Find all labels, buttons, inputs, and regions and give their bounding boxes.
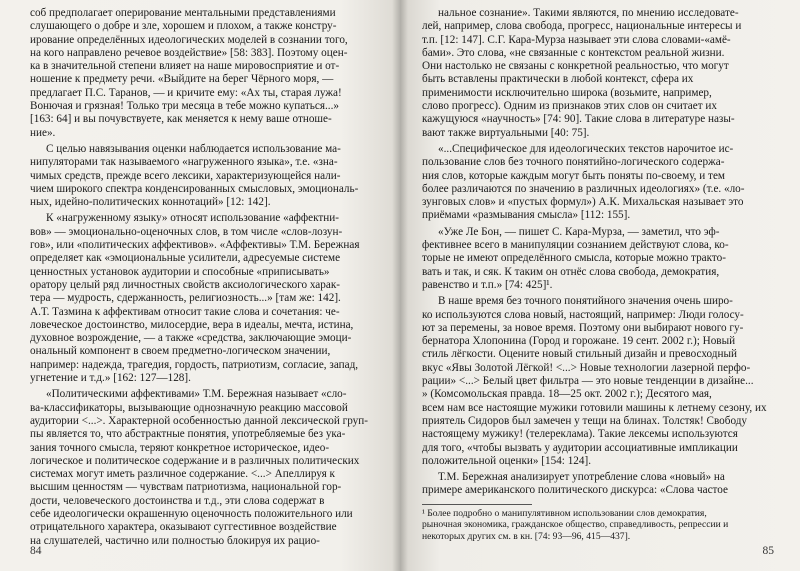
text-line: » (Комсомольская правда. 18—25 окт. 2002 г.); Десятого мая, (422, 388, 712, 401)
paragraph (422, 471, 776, 498)
text-line: на кого направлено речевое воздействие» [58: 383]. Поэтому оцен- (30, 46, 348, 59)
paragraph (30, 7, 370, 140)
text-line: вать и так, и сяк. К таким он отнёс слова свобода, демократия, (422, 265, 720, 278)
text-line: логическое и политическое содержание и в различных политических (30, 454, 360, 467)
text-line: слушающего о добре и зле, хорошем и плохом, а также констру- (30, 20, 337, 33)
text-line: кажущуюся «научность» [74: 90]. Такие слова в литературе назы- (422, 113, 735, 126)
text-line: ирование определённых идеологических моделей в сознании того, (30, 33, 348, 46)
text-line: К «нагруженному языку» относят использование «аффектни- (46, 212, 339, 225)
text-line: духовное возрождение, — а также «средства, заключающие эмоци- (30, 332, 352, 345)
text-line: оратору целый ряд личностных свойств аксиологического харак- (30, 278, 340, 291)
text-line: быть вставлены практически в любой контекст, сфера их (422, 73, 694, 86)
text-line: примере американского политического дискурса: «Слова частое (422, 484, 728, 497)
text-line: ональный компонент в своем предметно-логическом значении, (30, 345, 331, 358)
text-line: бернатора Хлопонина (Город и горожане. 19 сент. 2002 г.); Новый (422, 335, 736, 348)
text-line: рации» <...> Белый цвет фильтра — это новые тенденции в дизайне... (422, 375, 754, 388)
text-line: приёмами «размывания смысла» [112: 155]. (422, 209, 631, 222)
text-line: применимости исключительно широка (возьмите, например, (422, 86, 712, 99)
right-page (400, 0, 800, 571)
text-line: себе идеологически окрашенную оценочность положительного или (30, 507, 353, 520)
text-line: вкус «Явы Золотой Лёгкой! <...> Новые технологии лазерной перфо- (422, 361, 751, 374)
text-line: ние». (30, 126, 56, 139)
text-line: т.п. [12: 147]. С.Г. Кара-Мурза называет эти слова словами-«амё- (422, 33, 731, 46)
text-line: слово прогресс). Одним из признаков этих слов он считает их (422, 100, 717, 113)
footnote-rule (422, 504, 532, 505)
footnote-line: рыночная экономика, гражданское общество, справедливость, репрессии и (422, 519, 729, 531)
text-line: ют за перемены, за новое время. Поэтому они выбирают нового гу- (422, 321, 744, 334)
text-line: [163: 64] и вы почувствуете, как меняется к нему ваше отноше- (30, 113, 332, 126)
footnote-line: некоторых других см. в кн. [74: 93—96, 415—437]. (422, 530, 631, 542)
text-line: чием широкого спектра конденсированных смысловых, эмоциональ- (30, 182, 359, 195)
text-line: на слушателей, частично или полностью блокируя их рацио- (30, 534, 320, 547)
text-line: Вонючая и грязная! Только три месяца в тебе можно купаться...» (30, 100, 339, 113)
text-line: положительной оценки» [154: 124]. (422, 454, 592, 467)
text-line: приятель Сидоров был замечен у тещи на блинах. Толстяк! Свободу (422, 414, 748, 427)
text-line: дости, человеческого достоинства и т.д., эти слова содержат в (30, 494, 325, 507)
text-line: угнетение и т.д.» [162: 127—128]. (30, 372, 191, 385)
text-line: вают также виртуальными [40: 75]. (422, 126, 590, 139)
text-line: гов», или «политических аффективов». «Аффективы» Т.М. Бережная (30, 239, 360, 252)
text-line: торые не имеют определённого смысла, которые можно тракто- (422, 252, 726, 265)
text-line: стиль лёгкости. Оцените новый стильный дизайн и превосходный (422, 348, 737, 361)
text-line: предлагает П.С. Таранов, — и кричите ему: «Ах ты, старая лужа! (30, 86, 342, 99)
text-line: равенство и т.п.» [74: 425]¹. (422, 278, 553, 291)
text-line: пользование слов без точного понятийно-логического содержа- (422, 156, 725, 169)
text-line: А.Т. Тазмина к аффективам относит такие слова и сочетания: че- (30, 305, 340, 318)
text-line: всем нам все настоящие мужики готовили машины к летнему сезону, их (422, 401, 767, 414)
text-line: ношение к предмету речи. «Выйдите на берег Чёрного моря, — (30, 73, 334, 86)
text-line: тера — мудрость, сдержанность, религиозность...» [там же: 142]. (30, 292, 341, 305)
text-line: нальное сознание». Такими являются, по мнению исследовате- (438, 7, 739, 19)
paragraph (422, 7, 776, 140)
text-line: ценностных установок аудитории и способные «приписывать» (30, 265, 330, 278)
paragraph (30, 388, 370, 548)
text-line: бами». Это слова, «не связанные с контекстом реальной жизни. (422, 46, 725, 59)
text-line: например: надежда, трагедия, гордость, патриотизм, согласие, запад, (30, 358, 359, 371)
text-line: нипуляторами так называемого «нагруженного языка», т.е. «зна- (30, 156, 338, 169)
left-page-text (30, 4, 370, 548)
right-page-text (422, 4, 776, 542)
text-line: вов» — эмоционально-оценочных слов, в том числе «слов-лозун- (30, 225, 343, 238)
text-line: Т.М. Бережная анализирует употребление слова «новый» на (438, 471, 725, 484)
paragraph (422, 295, 776, 468)
text-line: В наше время без точного понятийного значения очень широ- (438, 295, 733, 308)
text-line: системах могут иметь различное содержание. <...> Апеллируя к (30, 468, 335, 481)
text-line: ловеческое достоинство, милосердие, вера в идеалы, мечта, истина, (30, 318, 354, 331)
paragraph (30, 212, 370, 385)
footnote (422, 508, 776, 543)
text-line: ва-классификаторы, вызывающие однозначную реакцию массовой (30, 401, 348, 414)
book-gutter (392, 0, 408, 571)
text-line: чимых средств, прежде всего лексики, характеризующейся нали- (30, 169, 341, 182)
text-line: Они настолько не связаны с конкретной реальностью, что могут (422, 60, 729, 73)
right-page-body (422, 7, 776, 498)
text-line: зания точного смысла, теряют конкретное историческое, идео- (30, 441, 330, 454)
left-page-number: 84 (30, 545, 42, 557)
text-line: «...Специфическое для идеологических текстов нарочитое ис- (438, 142, 734, 155)
paragraph (422, 143, 776, 223)
paragraph (30, 143, 370, 209)
text-line: для того, «чтобы вызвать у аудитории ассоциативные импликации (422, 441, 738, 454)
text-line: ка в значительной степени влияет на наше мировосприятие и от- (30, 60, 340, 73)
text-line: настоящему мужику! (телереклама). Такие лексемы используются (422, 428, 738, 441)
text-line: высшим ценностям — чувствам патриотизма, национальной гор- (30, 481, 342, 494)
footnote-line: ¹ Более подробно о манипулятивном использовании слов демократия, (422, 507, 707, 519)
text-line: пы является то, что абстрактные понятия, употребляемые без ука- (30, 428, 346, 441)
text-line: ния слов, которые каждым могут быть поняты по-своему, и тем (422, 169, 725, 182)
right-page-number: 85 (762, 545, 774, 557)
text-line: соб предполагает оперирование ментальными представлениями (30, 7, 336, 19)
text-line: ко используются слова новый, настоящий, например: Люди голосу- (422, 308, 744, 321)
text-line: «Уже Ле Бон, — пишет С. Кара-Мурза, — заметил, что эф- (438, 225, 720, 238)
text-line: отрицательного характера, оказывают суггестивное воздействие (30, 521, 337, 534)
text-line: лей, например, слова свобода, прогресс, национальные интересы и (422, 20, 742, 33)
text-line: ных, идейно-политических коннотаций» [12: 142]. (30, 196, 271, 209)
text-line: «Политическими аффективами» Т.М. Бережная называет «сло- (46, 388, 347, 401)
text-line: определяет как «эмоциональные усилители, адресуемые системе (30, 252, 341, 265)
text-line: аудитории <...>. Характерной особенностью данной лексической груп- (30, 414, 368, 427)
text-line: более различаются по значению в различных идеологиях» (т.е. «ло- (422, 182, 745, 195)
text-line: фективнее всего в манипуляции сознанием действуют слова, ко- (422, 239, 729, 252)
text-line: зунговых слов» и «пустых формул») А.К. Михальская называет это (422, 196, 744, 209)
paragraph (422, 226, 776, 292)
text-line: С целью навязывания оценки наблюдается использование ма- (46, 142, 341, 155)
